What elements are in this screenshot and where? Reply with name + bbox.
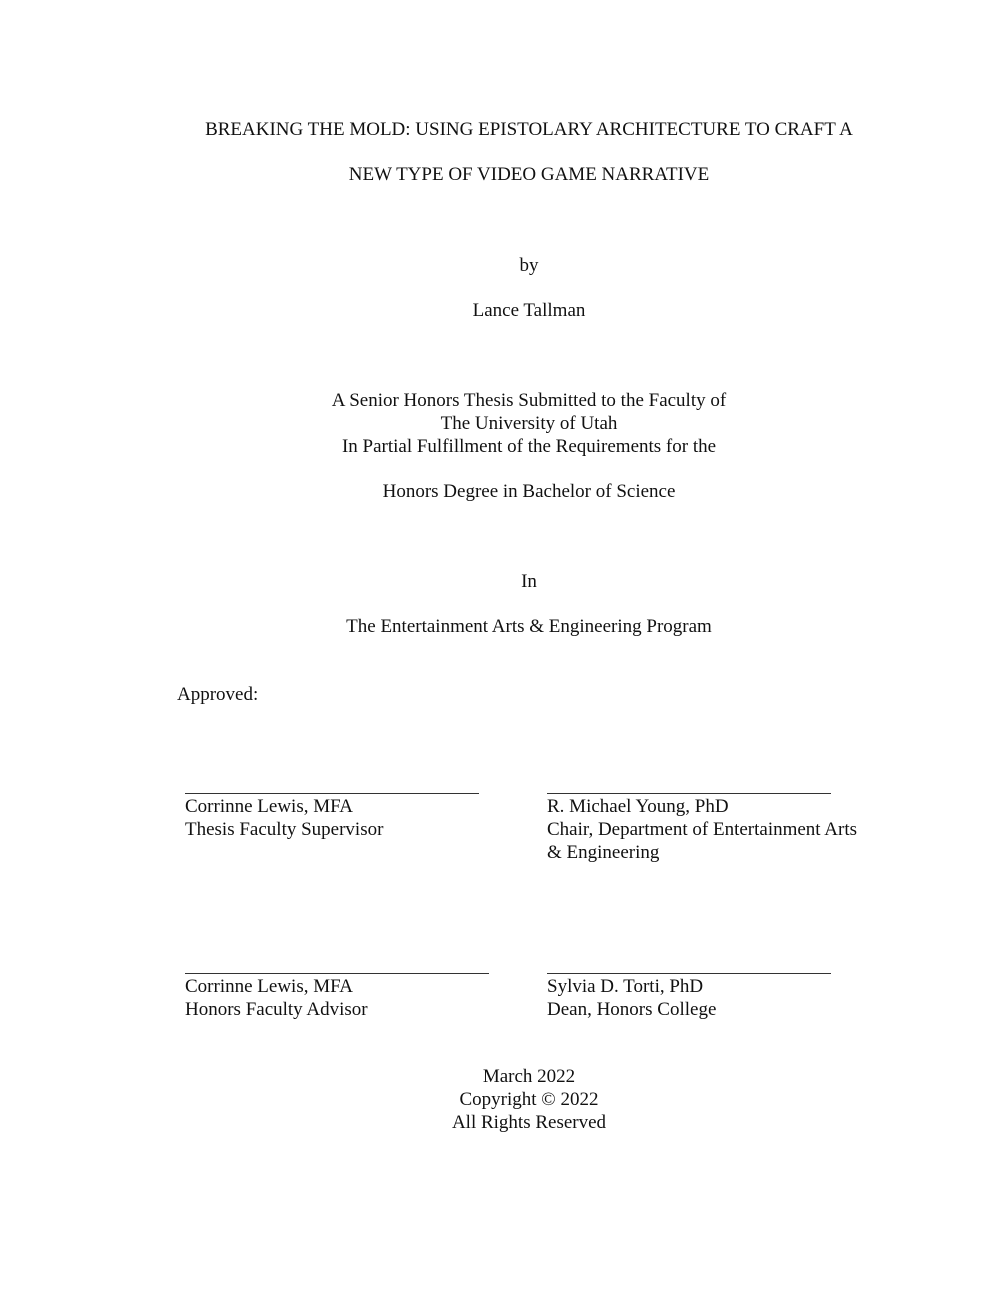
signatory-role: Dean, Honors College: [547, 999, 717, 1020]
copyright-line: Copyright © 2022: [459, 1089, 599, 1110]
submission-line-2: The University of Utah: [440, 413, 618, 434]
submission-line-3: In Partial Fulfillment of the Requirements for the: [341, 436, 717, 457]
signatory-name: Sylvia D. Torti, PhD: [547, 976, 704, 997]
signature-line: [185, 793, 479, 794]
by-label: by: [519, 255, 539, 276]
date-line: March 2022: [482, 1066, 576, 1087]
approved-label: Approved:: [177, 684, 259, 705]
signature-line: [185, 973, 489, 974]
signature-line: [547, 793, 831, 794]
signature-line: [547, 973, 831, 974]
signatory-name: R. Michael Young, PhD: [547, 796, 729, 817]
signatory-name: Corrinne Lewis, MFA: [185, 796, 353, 817]
signatory-role: Honors Faculty Advisor: [185, 999, 368, 1020]
submission-line-1: A Senior Honors Thesis Submitted to the Faculty of: [331, 390, 727, 411]
title-line-1: BREAKING THE MOLD: USING EPISTOLARY ARCHITECTURE TO CRAFT A: [205, 119, 853, 140]
signatory-name: Corrinne Lewis, MFA: [185, 976, 353, 997]
signatory-role: Thesis Faculty Supervisor: [185, 819, 384, 840]
degree-line: Honors Degree in Bachelor of Science: [382, 481, 676, 502]
in-label: In: [521, 571, 537, 592]
signatory-role-continued: & Engineering: [547, 842, 660, 863]
program-name: The Entertainment Arts & Engineering Program: [346, 616, 712, 637]
author-name: Lance Tallman: [472, 300, 586, 321]
title-line-2: NEW TYPE OF VIDEO GAME NARRATIVE: [348, 164, 710, 185]
signatory-role: Chair, Department of Entertainment Arts: [547, 819, 858, 840]
rights-line: All Rights Reserved: [451, 1112, 607, 1133]
